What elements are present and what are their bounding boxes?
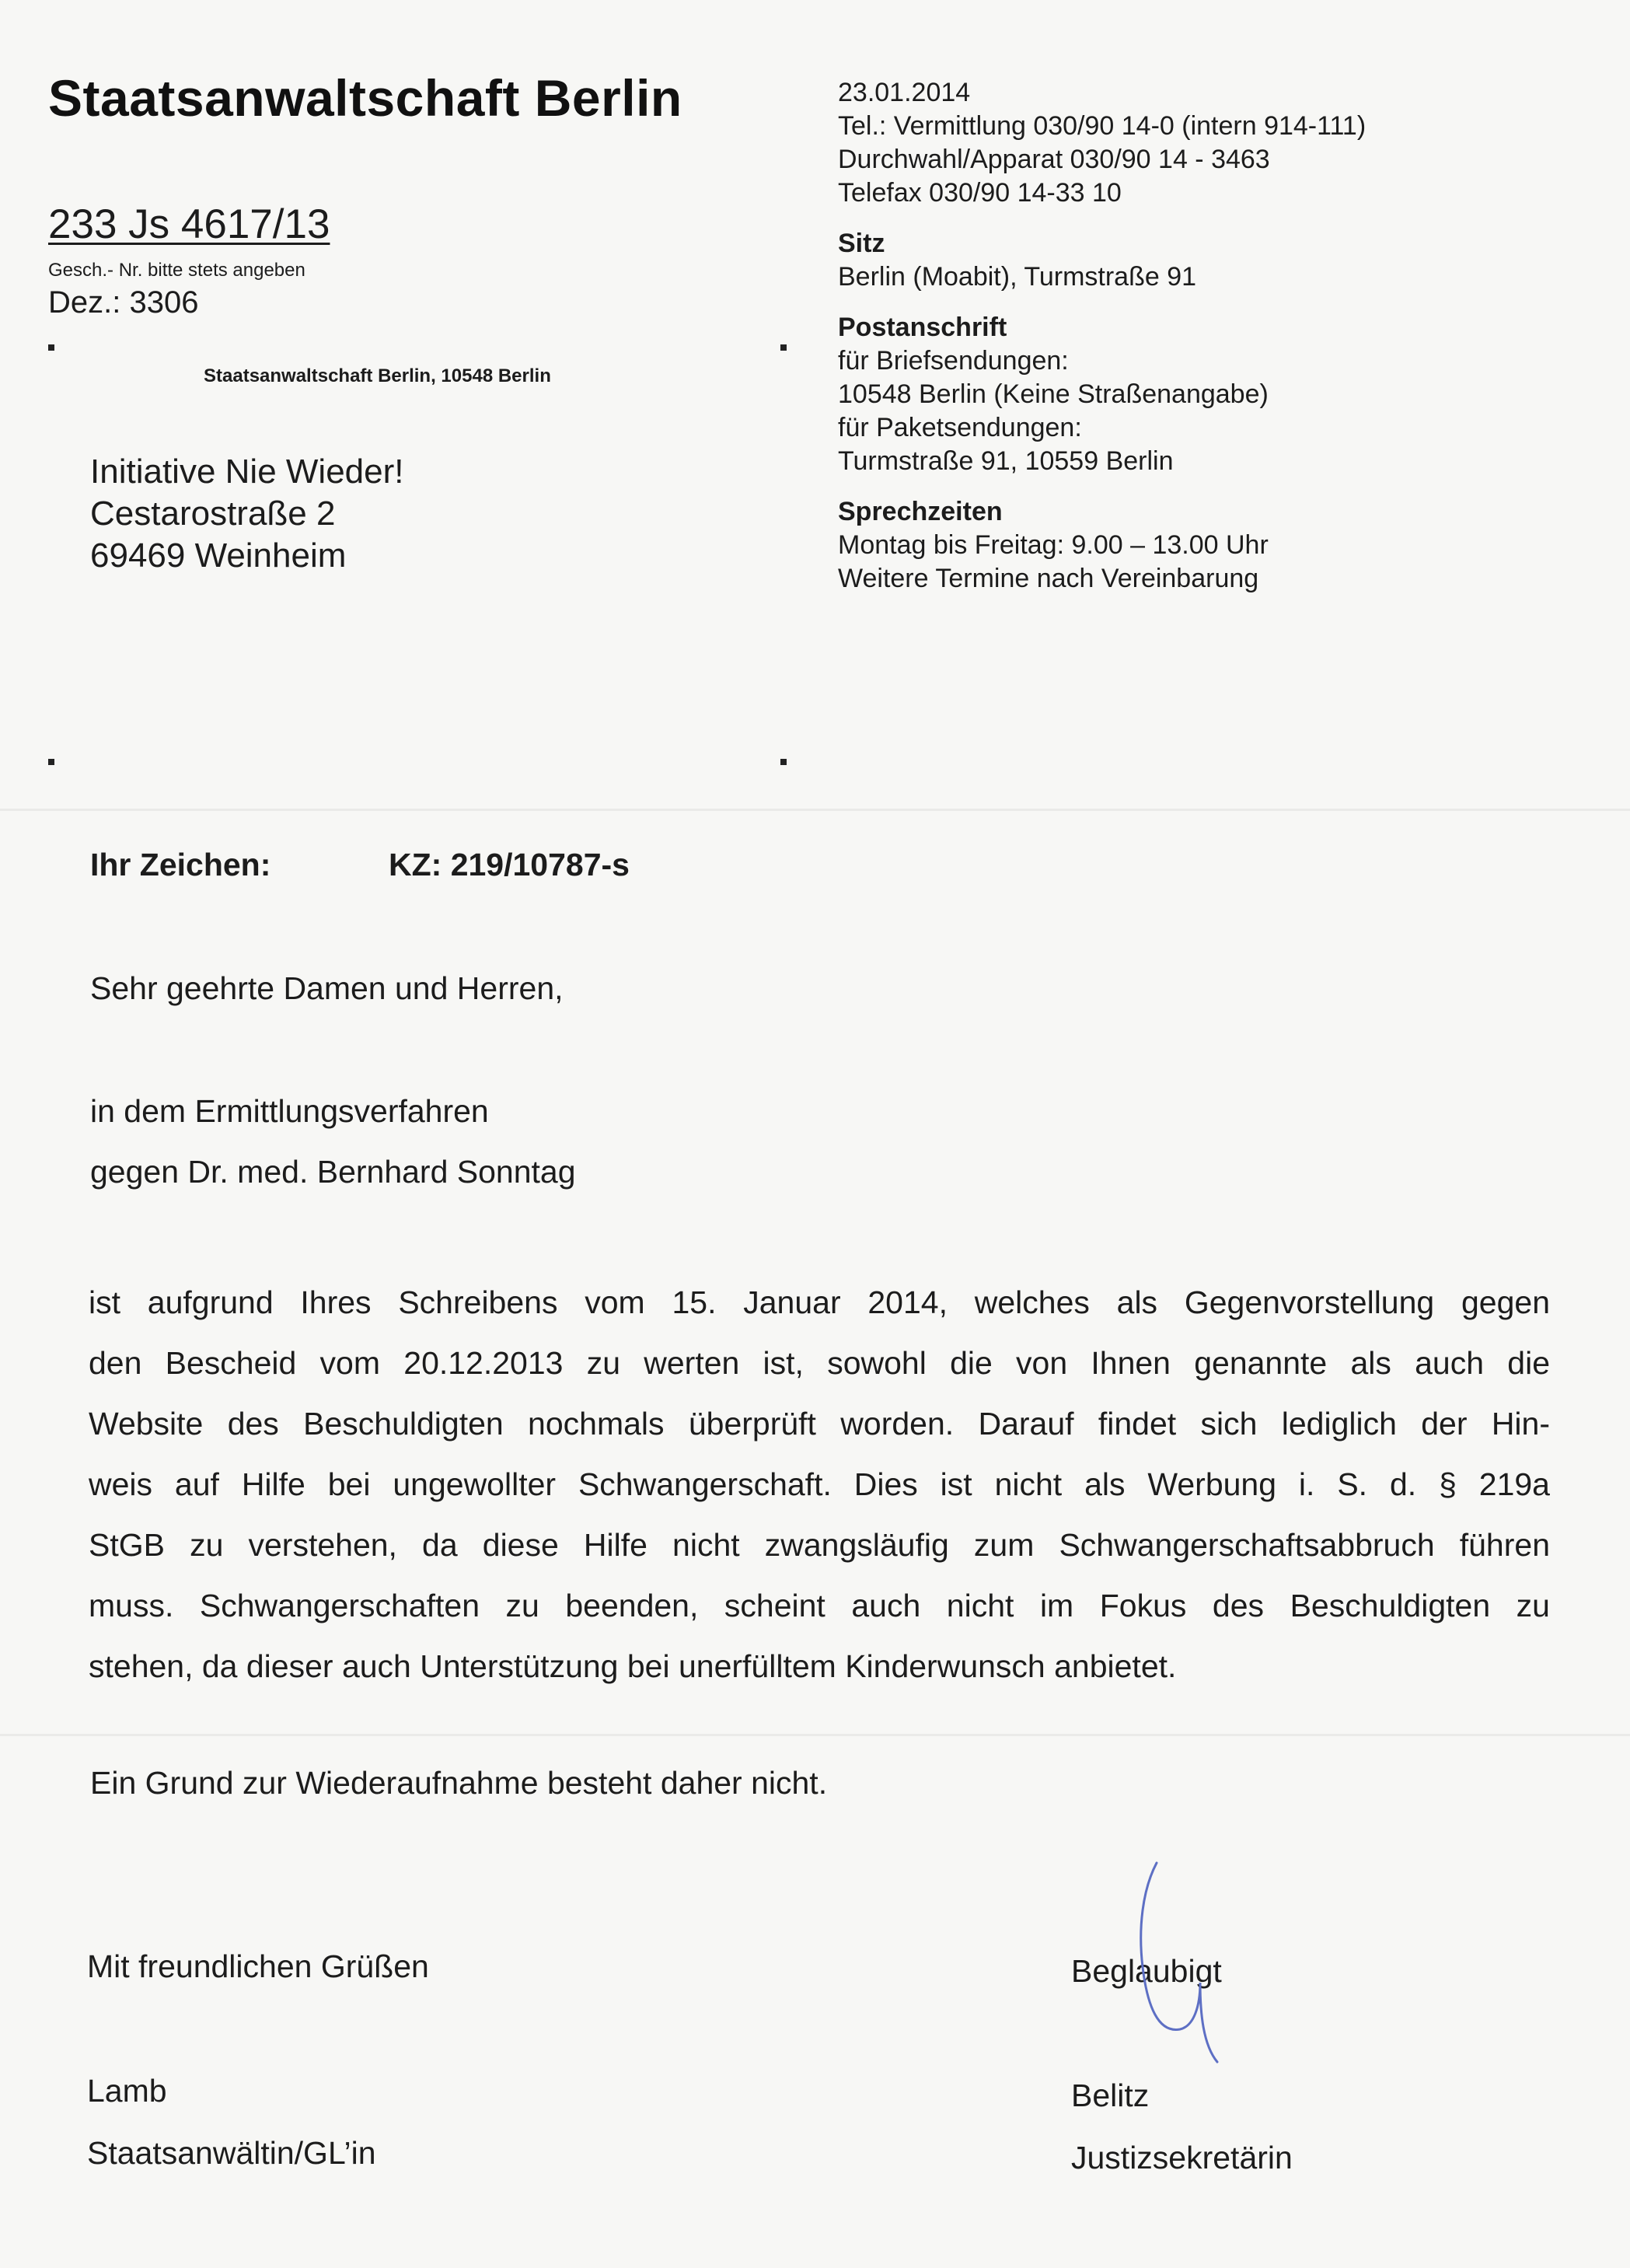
postal-parcels-address: Turmstraße 91, 10559 Berlin <box>838 446 1174 476</box>
signature-stroke <box>1141 1863 1217 2062</box>
fold-mark <box>48 759 54 765</box>
paragraph-line: weis auf Hilfe bei ungewollter Schwangerschaft. Dies ist nicht als Werbung i. S. d. § 219a <box>89 1466 1550 1502</box>
department: Dez.: 3306 <box>48 285 199 320</box>
fold-mark <box>48 344 54 351</box>
paragraph-line: stehen, da dieser auch Unterstützung bei unerfülltem Kinderwunsch anbietet. <box>89 1648 1177 1684</box>
postal-letters-label: für Briefsendungen: <box>838 346 1069 376</box>
paragraph-line: den Bescheid vom 20.12.2013 zu werten ist, sowohl die von Ihnen genannte als auch die <box>89 1345 1550 1381</box>
postal-letters-address: 10548 Berlin (Keine Straßenangabe) <box>838 379 1269 409</box>
subject-line-1: in dem Ermittlungsverfahren <box>90 1093 489 1129</box>
telephone: Tel.: Vermittlung 030/90 14-0 (intern 914-111) <box>838 111 1366 141</box>
handwritten-signature <box>1119 1858 1228 2076</box>
signer-name: Lamb <box>87 2073 167 2109</box>
sender-line: Staatsanwaltschaft Berlin, 10548 Berlin <box>204 365 551 386</box>
certified-label: Beglaubigt <box>1071 1953 1222 1989</box>
office-title: Staatsanwaltschaft Berlin <box>48 69 682 127</box>
recipient-name: Initiative Nie Wieder! <box>90 453 404 491</box>
office-hours: Montag bis Freitag: 9.00 – 13.00 Uhr <box>838 530 1269 560</box>
recipient-street: Cestarostraße 2 <box>90 494 336 533</box>
letter-date: 23.01.2014 <box>838 78 971 107</box>
recipient-city: 69469 Weinheim <box>90 536 347 575</box>
paper-fold <box>0 809 1630 811</box>
direct-dial: Durchwahl/Apparat 030/90 14 - 3463 <box>838 145 1270 174</box>
postal-heading: Postanschrift <box>838 313 1007 342</box>
seat-address: Berlin (Moabit), Turmstraße 91 <box>838 262 1197 292</box>
file-number: 233 Js 4617/13 <box>48 201 330 247</box>
paragraph-line: StGB zu verstehen, da diese Hilfe nicht zwangsläufig zum Schwangerschaftsabbruch führen <box>89 1527 1550 1563</box>
fold-mark <box>780 344 787 351</box>
postal-parcels-label: für Paketsendungen: <box>838 413 1082 442</box>
fold-mark <box>780 759 787 765</box>
signer-title: Staatsanwältin/GL’in <box>87 2135 376 2171</box>
paragraph-line: muss. Schwangerschaften zu beenden, scheint auch nicht im Fokus des Beschuldigten zu <box>89 1588 1550 1623</box>
office-hours-extra: Weitere Termine nach Vereinbarung <box>838 564 1259 593</box>
hours-heading: Sprechzeiten <box>838 497 1003 526</box>
salutation: Sehr geehrte Damen und Herren, <box>90 970 564 1006</box>
subject-line-2: gegen Dr. med. Bernhard Sonntag <box>90 1154 576 1190</box>
contact-info-block <box>838 76 1538 596</box>
telefax: Telefax 030/90 14-33 10 <box>838 178 1122 208</box>
clerk-name: Belitz <box>1071 2078 1150 2113</box>
reference-value: KZ: 219/10787-s <box>389 847 630 882</box>
seat-heading: Sitz <box>838 229 885 258</box>
paragraph-line: Website des Beschuldigten nochmals überprüft worden. Darauf findet sich lediglich der Hin- <box>89 1406 1550 1442</box>
conclusion: Ein Grund zur Wiederaufnahme besteht daher nicht. <box>90 1765 828 1801</box>
paper-fold <box>0 1734 1630 1736</box>
reference-label: Ihr Zeichen: <box>90 847 271 882</box>
clerk-title: Justizsekretärin <box>1071 2140 1293 2175</box>
main-paragraph <box>89 1272 1550 1697</box>
file-number-note: Gesch.- Nr. bitte stets angeben <box>48 260 305 281</box>
paragraph-line: ist aufgrund Ihres Schreibens vom 15. Januar 2014, welches als Gegenvorstellung gegen <box>89 1284 1550 1320</box>
closing-greeting: Mit freundlichen Grüßen <box>87 1948 429 1984</box>
